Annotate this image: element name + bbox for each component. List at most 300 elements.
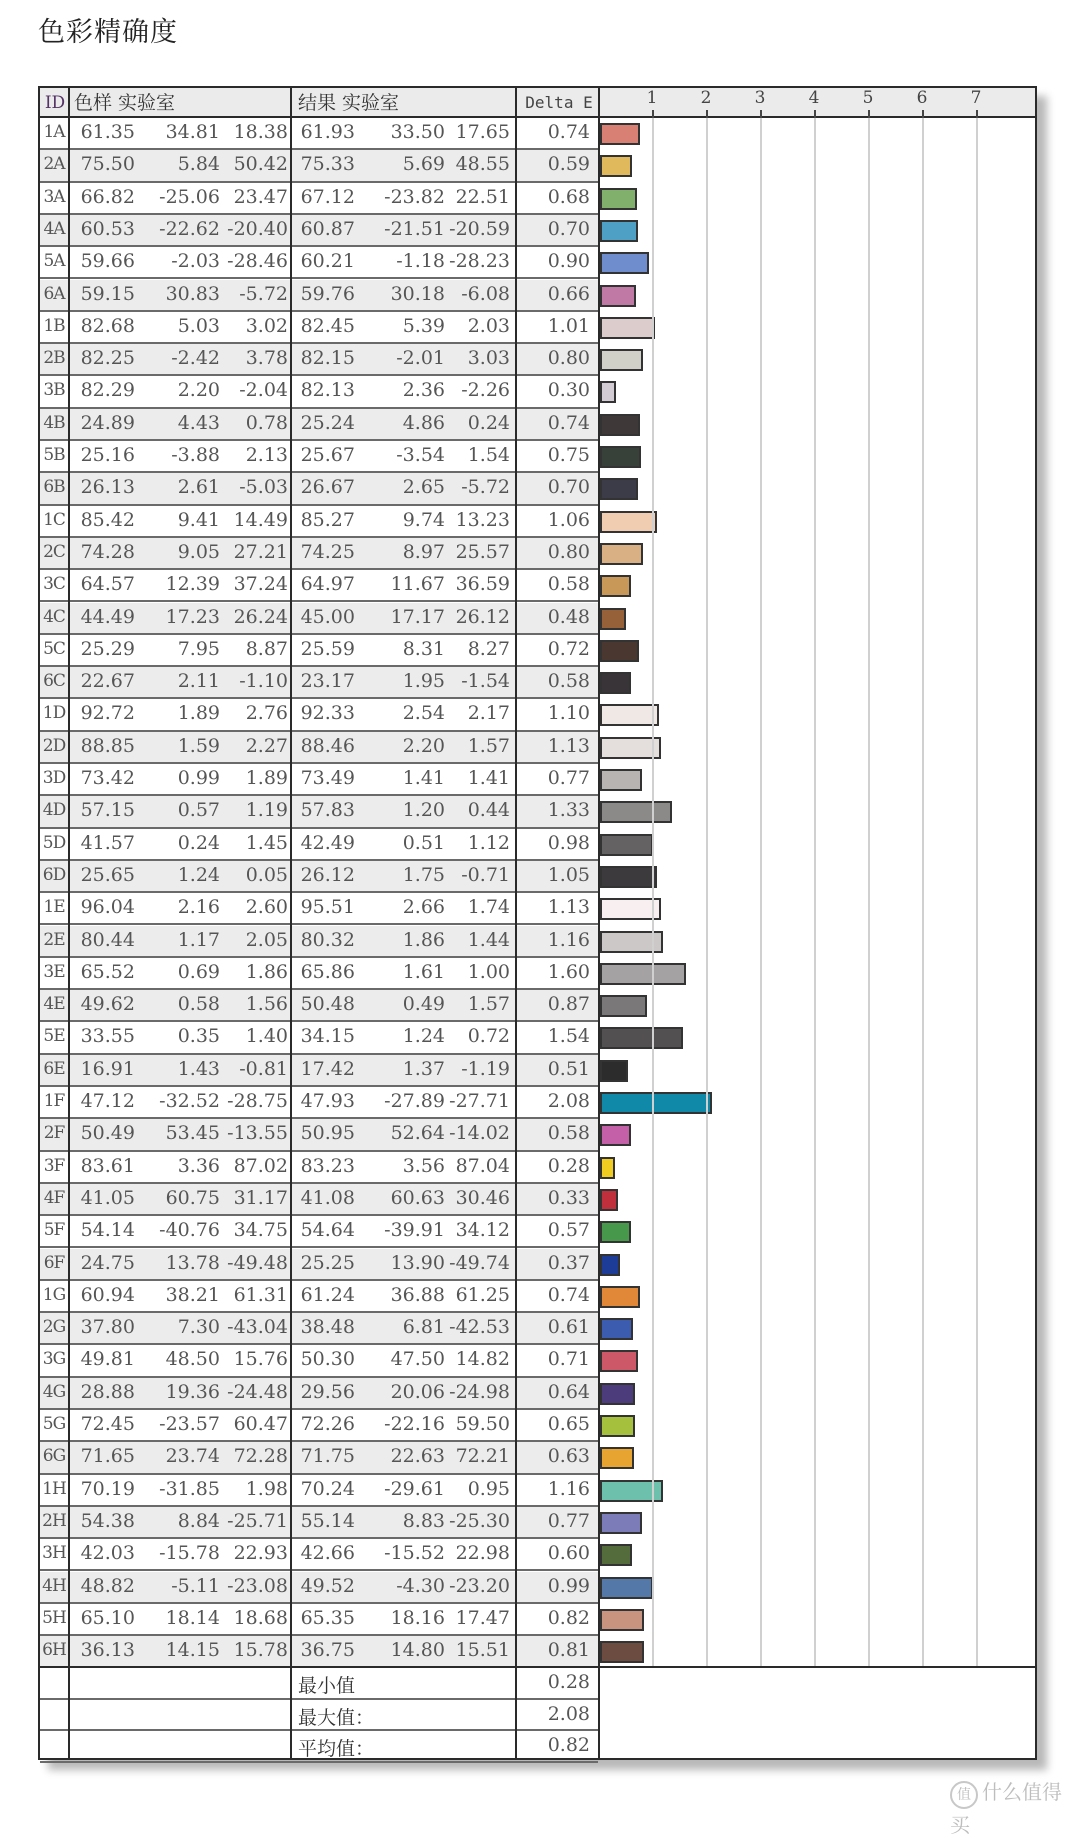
row-id: 5A [43,251,65,272]
header-result-lab: 结果 实验室 [298,92,400,114]
result-lab-value: -28.23 [449,250,510,273]
delta-e-value: 0.82 [547,1606,590,1629]
delta-e-value: 0.70 [547,476,590,499]
sample-lab-value: 0.78 [245,411,288,434]
sample-lab-value: 15.76 [233,1348,288,1371]
result-lab-value: 1.75 [402,863,445,886]
sample-lab-value: 2.16 [177,896,220,919]
result-lab-value: 72.21 [455,1445,510,1468]
sample-lab-value: 48.50 [165,1348,220,1371]
result-lab-value: 82.15 [300,347,355,370]
sample-lab-value: 59.66 [80,250,135,273]
sample-lab-value: 0.35 [177,1025,220,1048]
result-lab-value: 36.75 [300,1639,355,1662]
result-lab-value: 42.66 [300,1542,355,1565]
delta-e-value: 0.33 [547,1186,590,1209]
delta-e-value: 1.06 [547,508,590,531]
sample-lab-value: 2.20 [177,379,220,402]
row-id: 1C [43,509,65,530]
result-lab-value: 64.97 [300,573,355,596]
result-lab-value: 22.98 [455,1542,510,1565]
delta-e-bar [600,1189,618,1211]
delta-e-value: 1.33 [547,799,590,822]
result-lab-value: 41.08 [300,1186,355,1209]
result-lab-value: 2.36 [402,379,445,402]
sample-lab-value: 25.29 [80,637,135,660]
delta-e-value: 0.64 [547,1380,590,1403]
sample-lab-value: 47.12 [80,1090,135,1112]
result-lab-value: 47.93 [300,1090,355,1112]
delta-e-value: 1.01 [547,314,590,337]
page-title: 色彩精确度 [38,17,178,48]
sample-lab-value: 60.75 [165,1186,220,1209]
sample-lab-value: -2.42 [171,347,220,370]
delta-e-bar [600,1415,635,1437]
row-id: 1E [43,897,65,918]
result-lab-value: 34.12 [455,1219,510,1242]
row-id: 6G [42,1446,66,1467]
axis-tick-label: 1 [646,88,658,108]
delta-e-bar [600,349,643,371]
grid-line [922,118,924,1668]
axis-tick-mark [706,110,708,118]
delta-e-value: 0.90 [547,250,590,273]
summary-value: 0.82 [547,1734,590,1757]
axis-tick-label: 5 [862,88,874,108]
sample-lab-value: 18.14 [165,1606,220,1629]
result-lab-value: 60.21 [300,250,355,273]
sample-lab-value: 25.65 [80,863,135,886]
result-lab-value: -6.08 [461,282,510,305]
summary-label: 最小值 [298,1675,356,1698]
delta-e-bar [600,478,638,500]
result-lab-value: 26.67 [300,476,355,499]
sample-lab-value: 22.93 [233,1542,288,1565]
delta-e-value: 1.10 [547,702,590,725]
delta-e-bar [600,1447,634,1469]
sample-lab-value: 82.29 [80,379,135,402]
delta-e-bar [600,446,641,468]
header-id: ID [44,93,66,113]
sample-lab-value: -2.03 [171,250,220,273]
sample-lab-value: 18.68 [233,1606,288,1629]
row-id: 5H [42,1607,66,1628]
sample-lab-value: -13.55 [227,1122,288,1145]
result-lab-value: 26.12 [300,863,355,886]
result-lab-value: 13.90 [390,1251,445,1274]
result-lab-value: 65.35 [300,1606,355,1629]
result-lab-value: -21.51 [384,217,445,240]
result-lab-value: 61.93 [300,121,355,143]
delta-e-bar [600,1512,642,1534]
sample-lab-value: -1.10 [239,670,288,693]
sample-lab-value: 23.47 [233,185,288,208]
result-lab-value: -2.26 [461,379,510,402]
header-delta-e: Delta E [525,93,593,112]
result-lab-value: 8.31 [402,637,445,660]
sample-lab-value: 2.61 [177,476,220,499]
result-lab-value: 25.59 [300,637,355,660]
sample-lab-value: 1.89 [245,767,288,789]
sample-lab-value: 75.50 [80,153,135,176]
delta-e-value: 0.87 [547,993,590,1016]
delta-e-value: 1.05 [547,863,590,886]
result-lab-value: -1.54 [461,670,510,693]
result-lab-value: 3.56 [402,1154,445,1177]
delta-e-value: 0.30 [547,379,590,402]
row-id: 2B [43,348,65,369]
sample-lab-value: 5.03 [177,314,220,337]
row-id: 4D [42,800,66,821]
sample-lab-value: 82.25 [80,347,135,370]
row-id: 1F [43,1091,65,1111]
sample-lab-value: 9.41 [177,508,220,531]
row-id: 3G [42,1349,66,1370]
result-lab-value: -49.74 [449,1251,510,1274]
sample-lab-value: -32.52 [159,1090,220,1112]
sample-lab-value: 0.05 [245,863,288,886]
row-id: 4B [43,412,65,433]
delta-e-value: 0.48 [547,605,590,628]
result-lab-value: 1.41 [402,767,445,789]
result-lab-value: 2.03 [467,314,510,337]
sample-lab-value: 28.88 [80,1380,135,1403]
result-lab-value: -29.61 [384,1477,445,1500]
sample-lab-value: 19.36 [165,1380,220,1403]
result-lab-value: 70.24 [300,1477,355,1500]
result-lab-value: 95.51 [300,896,355,919]
result-lab-value: 1.57 [467,734,510,757]
result-lab-value: -24.98 [449,1380,510,1403]
sample-lab-value: 8.84 [177,1509,220,1532]
delta-e-bar [600,1157,615,1179]
sample-lab-value: 53.45 [165,1122,220,1145]
sample-lab-value: -25.06 [159,185,220,208]
delta-e-bar [600,1609,644,1631]
result-lab-value: -5.72 [461,476,510,499]
result-lab-value: -20.59 [449,217,510,240]
sample-lab-value: 72.28 [233,1445,288,1468]
delta-e-bar [600,1318,633,1340]
delta-e-value: 0.28 [547,1154,590,1177]
result-lab-value: 73.49 [300,767,355,789]
sample-lab-value: -31.85 [159,1477,220,1500]
row-id: 2G [42,1317,66,1338]
delta-e-bar [600,1092,712,1114]
sample-lab-value: 72.45 [80,1413,135,1435]
result-lab-value: 83.23 [300,1154,355,1177]
result-lab-value: -2.01 [396,347,445,370]
row-id: 4H [42,1575,66,1596]
result-lab-value: 11.67 [390,573,445,596]
row-id: 3D [42,768,66,788]
sample-lab-value: 70.19 [80,1477,135,1500]
delta-e-value: 0.80 [547,540,590,563]
delta-e-bar [600,963,686,985]
result-lab-value: 82.45 [300,314,355,337]
row-id: 4E [43,994,65,1015]
delta-e-value: 0.57 [547,1219,590,1242]
delta-e-bar [600,1060,628,1082]
result-lab-value: -27.71 [449,1090,510,1112]
sample-lab-value: 71.65 [80,1445,135,1468]
delta-e-value: 0.98 [547,831,590,854]
delta-e-bar [600,1383,635,1405]
delta-e-bar [600,1544,632,1566]
sample-lab-value: 16.91 [80,1057,135,1080]
result-lab-value: -1.19 [461,1057,510,1080]
result-lab-value: 14.80 [390,1639,445,1662]
sample-lab-value: 44.49 [80,605,135,628]
sample-lab-value: -0.81 [239,1057,288,1080]
delta-e-value: 0.72 [547,637,590,660]
result-lab-value: 22.63 [390,1445,445,1468]
result-lab-value: 25.24 [300,411,355,434]
sample-lab-value: -43.04 [227,1316,288,1339]
result-lab-value: 18.16 [390,1606,445,1629]
delta-e-value: 1.16 [547,1477,590,1500]
divider [515,88,517,1758]
result-lab-value: 59.76 [300,282,355,305]
result-lab-value: 30.18 [390,282,445,305]
row-id: 5G [42,1414,66,1434]
delta-e-value: 1.16 [547,928,590,951]
result-lab-value: -22.16 [384,1413,445,1435]
sample-lab-value: 1.98 [245,1477,288,1500]
result-lab-value: 0.51 [402,831,445,854]
result-lab-value: 17.65 [455,121,510,143]
axis-tick-mark [814,110,816,118]
delta-e-bar [600,188,637,210]
delta-e-bar [600,608,626,630]
result-lab-value: -27.89 [384,1090,445,1112]
result-lab-value: 8.97 [402,540,445,563]
sample-lab-value: 54.38 [80,1509,135,1532]
delta-e-value: 0.58 [547,670,590,693]
delta-e-value: 0.37 [547,1251,590,1274]
delta-e-value: 0.74 [547,411,590,434]
result-lab-value: 67.12 [300,185,355,208]
result-lab-value: -0.71 [461,863,510,886]
sample-lab-value: 50.42 [233,153,288,176]
sample-lab-value: 49.81 [80,1348,135,1371]
result-lab-value: 1.86 [402,928,445,951]
sample-lab-value: 24.75 [80,1251,135,1274]
sample-lab-value: 1.43 [177,1057,220,1080]
result-lab-value: 36.59 [455,573,510,596]
result-lab-value: 1.00 [467,960,510,983]
delta-e-value: 0.68 [547,185,590,208]
sample-lab-value: 2.05 [245,928,288,951]
result-lab-value: -23.20 [449,1574,510,1597]
sample-lab-value: 38.21 [165,1283,220,1306]
sample-lab-value: 17.23 [165,605,220,628]
sample-lab-value: 37.80 [80,1316,135,1339]
delta-e-bar [600,381,616,403]
sample-lab-value: 61.35 [80,121,135,143]
delta-e-value: 0.51 [547,1057,590,1080]
watermark-text: 什么值得买 [950,1780,1062,1837]
sample-lab-value: 34.75 [233,1219,288,1242]
delta-e-value: 0.59 [547,153,590,176]
sample-lab-value: 50.49 [80,1122,135,1145]
result-lab-value: 26.12 [455,605,510,628]
result-lab-value: -15.52 [384,1542,445,1565]
sample-lab-value: 3.78 [245,347,288,370]
sample-lab-value: 0.57 [177,799,220,822]
sample-lab-value: 60.53 [80,217,135,240]
sample-lab-value: 2.60 [245,896,288,919]
sample-lab-value: 49.62 [80,993,135,1016]
result-lab-value: 80.32 [300,928,355,951]
delta-e-bar [600,317,655,339]
result-lab-value: -42.53 [449,1316,510,1339]
result-lab-value: -14.02 [449,1122,510,1145]
delta-e-bar [600,575,631,597]
row-id: 5E [43,1026,65,1047]
result-lab-value: 42.49 [300,831,355,854]
result-lab-value: 34.15 [300,1025,355,1048]
result-lab-value: -23.82 [384,185,445,208]
grid-line [868,118,870,1668]
result-lab-value: 25.57 [455,540,510,563]
result-lab-value: 36.88 [390,1283,445,1306]
sample-lab-value: 26.24 [233,605,288,628]
row-id: 3E [43,961,65,982]
sample-lab-value: 3.02 [245,314,288,337]
result-lab-value: 2.20 [402,734,445,757]
result-lab-value: 1.12 [467,831,510,854]
result-lab-value: 50.30 [300,1348,355,1371]
row-id: 4F [43,1187,65,1208]
result-lab-value: 2.54 [402,702,445,725]
row-id: 1H [42,1478,66,1499]
result-lab-value: 85.27 [300,508,355,531]
result-lab-value: -39.91 [384,1219,445,1242]
sample-lab-value: 96.04 [80,896,135,919]
delta-e-bar [600,414,640,436]
result-lab-value: 29.56 [300,1380,355,1403]
delta-e-bar [600,672,631,694]
row-id: 6B [43,477,65,498]
row-id: 2F [43,1123,65,1144]
delta-e-value: 0.66 [547,282,590,305]
row-id: 3F [43,1155,65,1176]
result-lab-value: 60.63 [390,1186,445,1209]
sample-lab-value: 65.52 [80,960,135,983]
result-lab-value: 4.86 [402,411,445,434]
sample-lab-value: 37.24 [233,573,288,596]
delta-e-bar [600,1124,631,1146]
result-lab-value: 25.25 [300,1251,355,1274]
delta-e-value: 1.54 [547,1025,590,1048]
delta-e-bar [600,834,653,856]
row-id: 1G [42,1284,66,1305]
sample-lab-value: 13.78 [165,1251,220,1274]
sample-lab-value: 22.67 [80,670,135,693]
delta-e-bar [600,155,632,177]
delta-e-bar [600,704,659,726]
table-header [40,88,1035,118]
result-lab-value: 17.47 [455,1606,510,1629]
result-lab-value: 0.72 [467,1025,510,1048]
sample-lab-value: 57.15 [80,799,135,822]
result-lab-value: 1.37 [402,1057,445,1080]
sample-lab-value: 74.28 [80,540,135,563]
delta-e-bar [600,1350,638,1372]
axis-tick-mark [868,110,870,118]
result-lab-value: 88.46 [300,734,355,757]
delta-e-value: 0.71 [547,1348,590,1371]
result-lab-value: 5.39 [402,314,445,337]
sample-lab-value: -15.78 [159,1542,220,1565]
row-id: 6E [43,1058,65,1079]
sample-lab-value: 64.57 [80,573,135,596]
result-lab-value: 61.25 [455,1283,510,1306]
sample-lab-value: 0.24 [177,831,220,854]
sample-lab-value: 9.05 [177,540,220,563]
delta-e-value: 1.13 [547,734,590,757]
result-lab-value: 1.20 [402,799,445,822]
sample-lab-value: 15.78 [233,1639,288,1662]
watermark [950,1776,1080,1838]
divider [598,88,600,1758]
delta-e-bar [600,285,636,307]
result-lab-value: -25.30 [449,1509,510,1532]
delta-e-value: 0.74 [547,121,590,143]
delta-e-value: 0.77 [547,1509,590,1532]
result-lab-value: 87.04 [455,1154,510,1177]
result-lab-value: -1.18 [396,250,445,273]
result-lab-value: 1.74 [467,896,510,919]
row-id: 2D [42,735,66,756]
result-lab-value: 23.17 [300,670,355,693]
result-lab-value: 50.95 [300,1122,355,1145]
sample-lab-value: 0.99 [177,767,220,789]
sample-lab-value: 1.24 [177,863,220,886]
result-lab-value: 55.14 [300,1509,355,1532]
result-lab-value: 45.00 [300,605,355,628]
row-id: 6D [42,864,66,885]
sample-lab-value: 87.02 [233,1154,288,1177]
row-id: 5D [42,832,66,853]
delta-e-bar [600,511,657,533]
result-lab-value: 0.44 [467,799,510,822]
delta-e-bar [600,1286,640,1308]
delta-e-bar [600,995,647,1017]
row-id: 3A [43,186,65,207]
sample-lab-value: 5.84 [177,153,220,176]
result-lab-value: 38.48 [300,1316,355,1339]
sample-lab-value: 61.31 [233,1283,288,1306]
row-id: 6F [43,1252,65,1273]
delta-e-bar [600,1254,620,1276]
sample-lab-value: 24.89 [80,411,135,434]
summary-value: 0.28 [547,1671,590,1694]
result-lab-value: 5.69 [402,153,445,176]
delta-e-bar [600,640,639,662]
sample-lab-value: -22.62 [159,217,220,240]
result-lab-value: 2.65 [402,476,445,499]
summary-label: 平均值： [298,1738,375,1761]
sample-lab-value: -40.76 [159,1219,220,1242]
sample-lab-value: 2.11 [177,670,220,693]
sample-lab-value: 60.94 [80,1283,135,1306]
sample-lab-value: 27.21 [233,540,288,563]
delta-e-value: 0.60 [547,1542,590,1565]
delta-e-value: 0.61 [547,1316,590,1339]
sample-lab-value: -23.57 [159,1413,220,1435]
